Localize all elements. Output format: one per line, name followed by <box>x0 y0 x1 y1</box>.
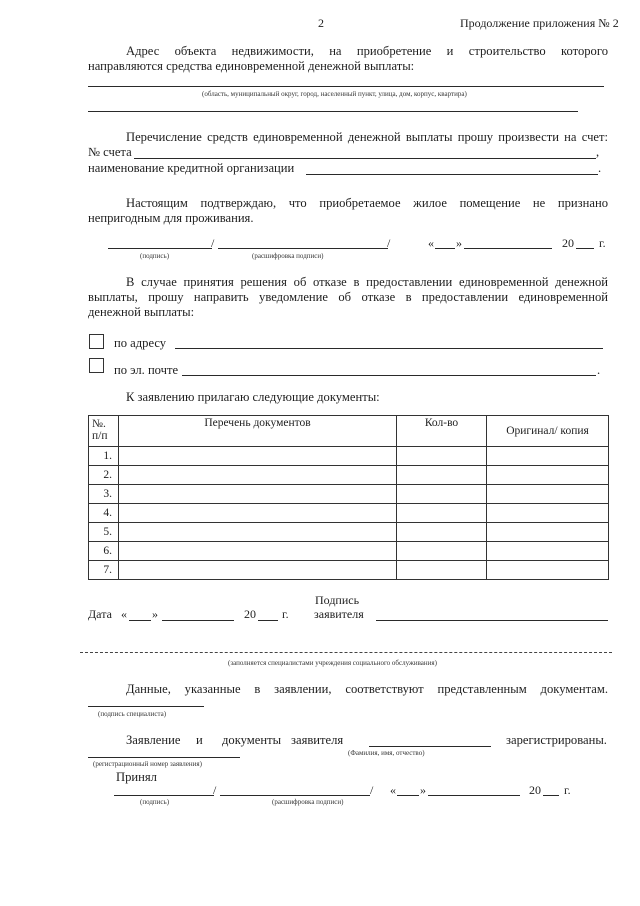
refusal-line3: денежной выплаты: <box>88 305 195 319</box>
documents-table-header <box>89 416 609 447</box>
applicant-signature-field[interactable] <box>376 620 608 621</box>
confirm-decode-hint: (расшифровка подписи) <box>252 252 324 260</box>
confirm-signature-decode-field[interactable] <box>218 248 388 249</box>
confirm-line1: Настоящим подтверждаю, что приобретаемое жилое помещение не признано <box>126 196 608 210</box>
confirm-signature-field[interactable] <box>108 248 212 249</box>
accepted-month-field[interactable] <box>428 795 520 796</box>
specialist-sig-hint: (подпись специалиста) <box>98 710 167 718</box>
applicant-sign-label2: заявителя <box>314 607 364 621</box>
table-row: 6. <box>89 542 609 561</box>
option-email-label: по эл. почте <box>114 363 179 377</box>
account-number-field[interactable] <box>134 158 596 159</box>
confirm-line2: непригодным для проживания. <box>88 211 254 225</box>
accepted-decode-hint: (расшифровка подписи) <box>272 798 344 806</box>
documents-table <box>88 415 609 580</box>
registrant-name-field[interactable] <box>369 746 491 747</box>
applicant-sign-label1: Подпись <box>315 593 360 607</box>
confirm-month-field[interactable] <box>464 248 552 249</box>
applicant-month-field[interactable] <box>162 620 234 621</box>
confirm-sig-hint: (подпись) <box>140 252 170 260</box>
option-email-field[interactable] <box>182 375 596 376</box>
table-row: 3. <box>89 485 609 504</box>
refusal-line2: выплаты, прошу направить уведомление об отказе в предоставлении единовременной <box>88 290 608 304</box>
accepted-day-field[interactable] <box>397 795 419 796</box>
accepted-sig-hint: (подпись) <box>140 798 170 806</box>
page-number: 2 <box>318 16 324 30</box>
col-num-header: №. п/п <box>89 416 119 447</box>
table-row: 7. <box>89 561 609 580</box>
accepted-label: Принял <box>116 770 157 784</box>
option-email-checkbox[interactable] <box>89 358 104 373</box>
account-intro: Перечисление средств единовременной денежной выплаты прошу произвести на счет: <box>126 130 608 144</box>
table-row: 4. <box>89 504 609 523</box>
applicant-year-field[interactable] <box>258 620 278 621</box>
account-number-label: № счета <box>88 145 132 159</box>
col-count-header: Кол-во <box>397 416 487 447</box>
table-row: 5. <box>89 523 609 542</box>
address-hint: (область, муниципальный округ, город, населенный пункт, улица, дом, корпус, квартира) <box>202 90 467 98</box>
registration-number-field[interactable] <box>88 757 240 758</box>
option-address-label: по адресу <box>114 336 167 350</box>
separator <box>80 652 612 653</box>
accepted-signature-field[interactable] <box>114 795 214 796</box>
specialist-signature-field[interactable] <box>88 706 204 707</box>
table-row: 2. <box>89 466 609 485</box>
confirm-year-field[interactable] <box>576 248 594 249</box>
applicant-day-field[interactable] <box>129 620 151 621</box>
option-address-field[interactable] <box>175 348 603 349</box>
col-orig-header: Оригинал/ копия <box>487 416 609 447</box>
address-field-line1[interactable] <box>88 86 604 87</box>
confirm-day-field[interactable] <box>435 248 455 249</box>
address-field-line2[interactable] <box>88 111 578 112</box>
specialist-filled-note: (заполняется специалистами учреждения социального обслуживания) <box>228 659 437 667</box>
data-match-statement: Данные, указанные в заявлении, соответствуют представленным документам. <box>126 682 608 696</box>
date-label: Дата <box>88 607 112 621</box>
reg-number-hint: (регистрационный номер заявления) <box>93 760 202 768</box>
table-row: 1. <box>89 447 609 466</box>
address-intro-line1: Адрес объекта недвижимости, на приобретение и строительство которого <box>126 44 608 58</box>
refusal-line1: В случае принятия решения об отказе в предоставлении единовременной денежной <box>126 275 608 289</box>
accepted-decode-field[interactable] <box>220 795 370 796</box>
bank-name-field[interactable] <box>306 174 598 175</box>
fio-hint: (Фамилия, имя, отчество) <box>348 749 425 757</box>
address-intro-line2: направляются средства единовременной денежной выплаты: <box>88 59 415 73</box>
col-list-header: Перечень документов <box>119 416 397 447</box>
accepted-year-field[interactable] <box>543 795 559 796</box>
bank-name-label: наименование кредитной организации <box>88 161 295 175</box>
continuation-label: Продолжение приложения № 2 <box>460 16 619 30</box>
documents-intro: К заявлению прилагаю следующие документы: <box>126 390 380 404</box>
option-address-checkbox[interactable] <box>89 334 104 349</box>
